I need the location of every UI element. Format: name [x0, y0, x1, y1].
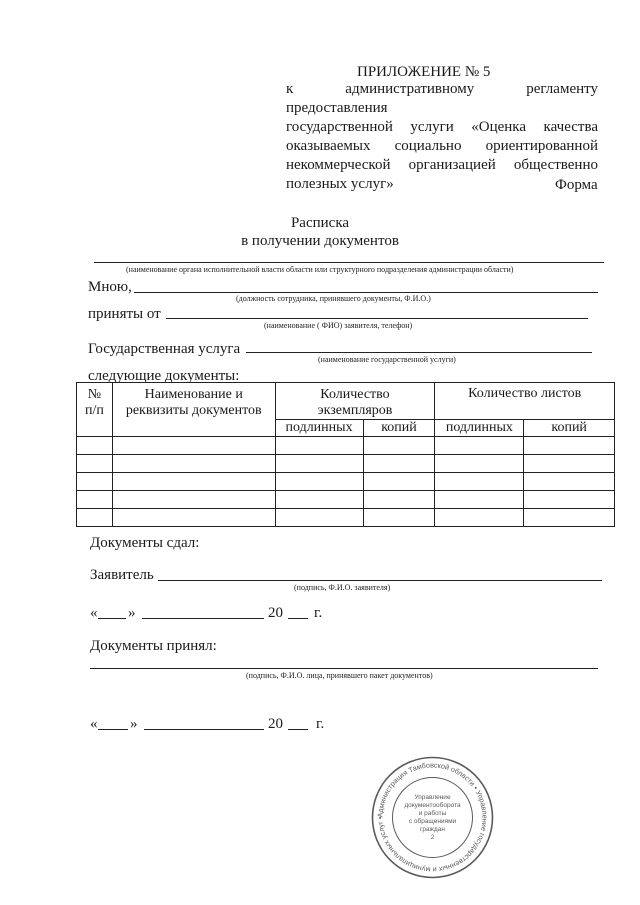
header-copies-1: копий	[363, 420, 435, 437]
header-sheets-count: Количество листов	[435, 383, 615, 420]
table-row	[77, 455, 615, 473]
appendix-line-1: к административному регламенту предоставления	[286, 81, 598, 116]
table-row	[77, 437, 615, 455]
appendix-line-5: полезных услуг»	[286, 176, 394, 192]
applicant-line[interactable]	[166, 318, 588, 319]
receiver-signature-line[interactable]	[90, 668, 598, 669]
applicant-signature-line[interactable]	[158, 580, 602, 581]
date-year-line-2[interactable]	[288, 729, 308, 730]
applicant-signature-label: Заявитель	[90, 567, 154, 583]
official-stamp	[370, 755, 495, 880]
document-title: Расписка	[290, 215, 350, 231]
org-name-caption: (наименование органа исполнительной власти области или структурного подразделения администрации области)	[126, 265, 514, 274]
header-number: № п/п	[77, 383, 113, 437]
stamp-center-text	[404, 794, 461, 841]
mnoyu-label: Мною,	[88, 279, 132, 295]
service-caption: (наименование государственной услуги)	[318, 355, 456, 364]
svg-text:граждан: граждан	[420, 826, 445, 833]
date-month-line-1[interactable]	[142, 618, 264, 619]
documents-received-label: Документы принял:	[90, 638, 217, 654]
appendix-title: ПРИЛОЖЕНИЕ № 5	[357, 64, 491, 80]
employee-caption: (должность сотрудника, принявшего документы, Ф.И.О.)	[236, 294, 431, 303]
service-label: Государственная услуга	[88, 341, 241, 357]
appendix-line-4: некоммерческой организацией общественно	[286, 157, 598, 173]
date-open-quote-1: «	[90, 605, 98, 621]
org-name-line[interactable]	[94, 262, 604, 263]
year-prefix-1: 20	[268, 605, 283, 621]
date-day-line-2[interactable]	[98, 729, 128, 730]
year-suffix-1: г.	[314, 605, 323, 621]
documents-table	[76, 382, 615, 527]
date-close-quote-2: »	[130, 716, 138, 732]
applicant-caption: (наименование ( ФИО) заявителя, телефон)	[264, 321, 413, 330]
service-line[interactable]	[246, 352, 592, 353]
stamp-ring-text: Администрация Тамбовской области • Управление государственных и муниципальных услуг •	[375, 760, 490, 875]
table-row	[77, 509, 615, 527]
svg-text:2: 2	[430, 834, 435, 841]
date-close-quote-1: »	[128, 605, 136, 621]
svg-text:и работы: и работы	[418, 810, 447, 817]
employee-line[interactable]	[134, 292, 598, 293]
appendix-line-2: государственной услуги «Оценка качества	[286, 119, 598, 135]
date-year-line-1[interactable]	[288, 618, 308, 619]
header-originals-2: подлинных	[435, 420, 524, 437]
appendix-line-3: оказываемых социально ориентированной	[286, 138, 598, 154]
receiver-signature-caption: (подпись, Ф.И.О. лица, принявшего пакет документов)	[246, 671, 433, 680]
table-row	[77, 491, 615, 509]
header-copies-2: копий	[524, 420, 615, 437]
svg-text:с обращениями: с обращениями	[408, 818, 457, 825]
header-originals-1: подлинных	[275, 420, 363, 437]
document-subtitle: в получении документов	[241, 233, 399, 249]
year-suffix-2: г.	[316, 716, 325, 732]
documents-handed-label: Документы сдал:	[90, 535, 200, 551]
year-prefix-2: 20	[268, 716, 283, 732]
form-label: Форма	[555, 177, 598, 193]
date-open-quote-2: «	[90, 716, 98, 732]
date-month-line-2[interactable]	[144, 729, 264, 730]
appendix-text	[286, 80, 598, 194]
svg-text:Управление: Управление	[414, 794, 451, 801]
table-row	[77, 473, 615, 491]
received-from-label: приняты от	[88, 306, 161, 322]
header-document-name: Наименование и реквизиты документов	[112, 383, 275, 437]
next-documents-label: следующие документы:	[88, 368, 240, 384]
date-day-line-1[interactable]	[98, 618, 126, 619]
svg-text:документооборота: документооборота	[404, 802, 461, 809]
applicant-signature-caption: (подпись, Ф.И.О. заявителя)	[294, 583, 391, 592]
header-copies-count: Количество экземпляров	[275, 383, 435, 420]
